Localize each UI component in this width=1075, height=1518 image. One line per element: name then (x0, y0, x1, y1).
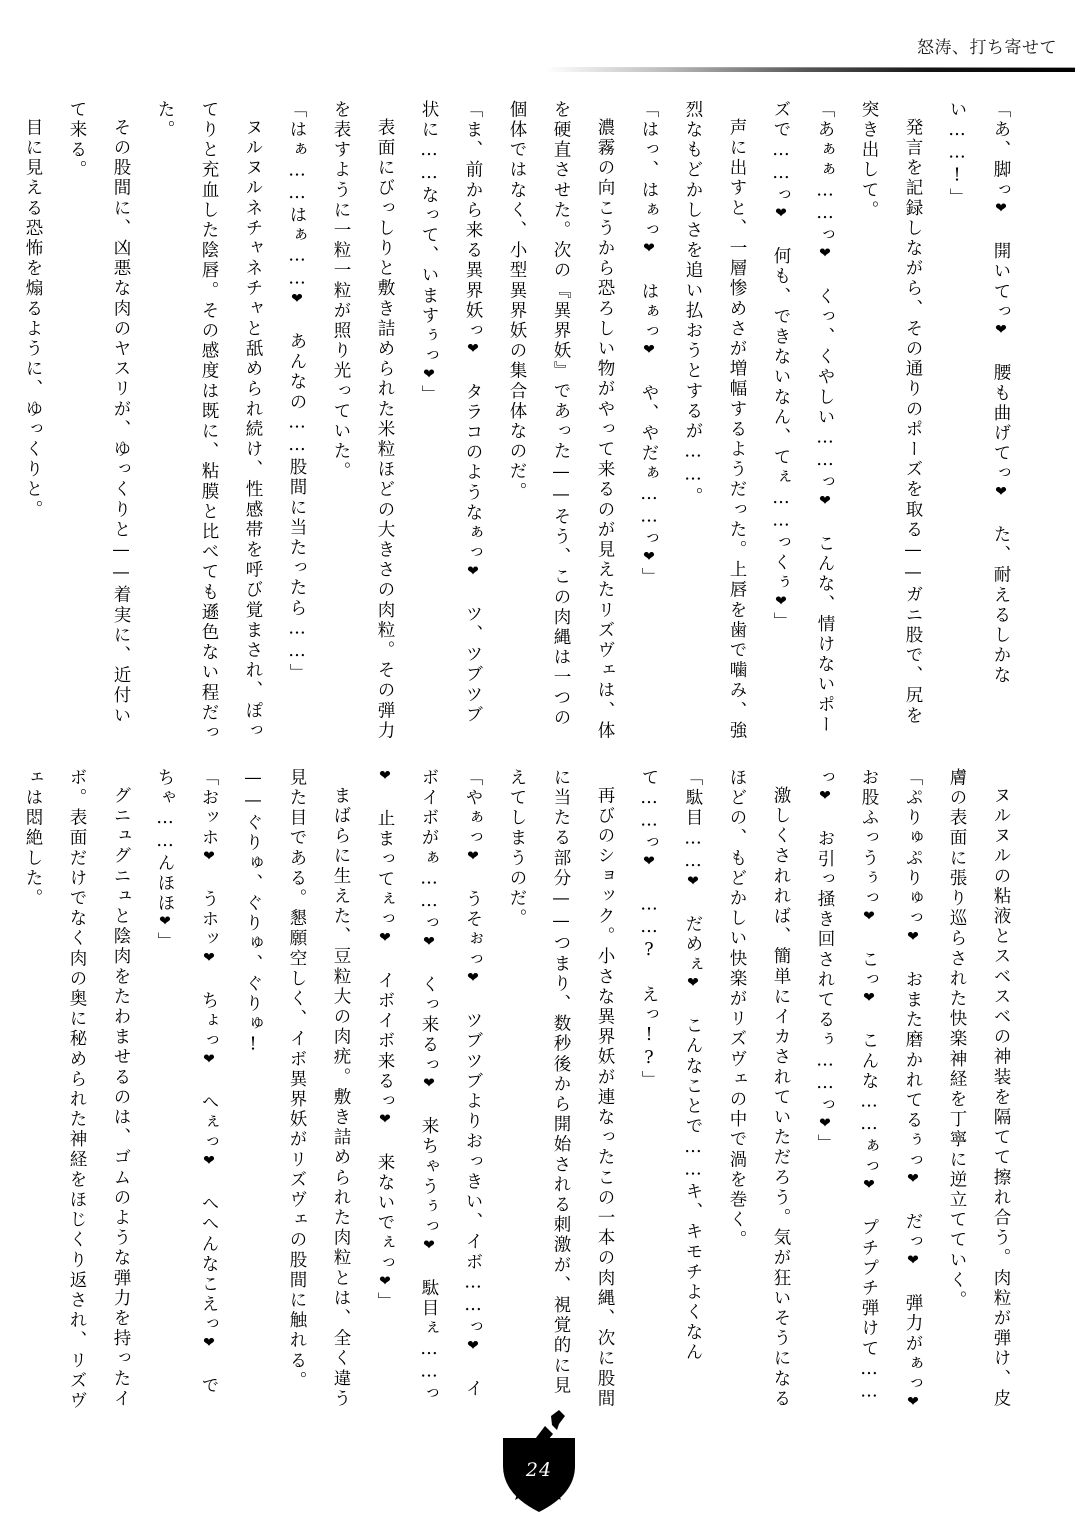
paragraph: ヌルヌルネチャネチャと舐められ続け、性感帯を呼び覚まされ、ぽってりと充血した陰唇。その感度は既に、粘膜と比べても遜色ない程だった。 (155, 100, 263, 744)
heart-icon: ❤ (685, 873, 701, 893)
running-head-title: 怒涛、打ち寄せて (917, 38, 1057, 58)
heart-icon: ❤ (861, 908, 877, 928)
heart-icon: ❤ (421, 1237, 437, 1256)
page-number-label: 24 (525, 1459, 553, 1481)
heart-icon: ❤ (817, 492, 833, 512)
heart-icon: ❤ (905, 928, 921, 948)
paragraph: ——ぐりゅ、ぐりゅ、ぐりゅ! (243, 768, 263, 1057)
paragraph: 「ぷりゅぷりゅっ❤ おまた磨かれてるぅっ❤ だっ❤ 弾力がぁっ❤ お股ふっうぅっ❤ こっ❤ こんな……ぁっ❤ プチプチ弾けて……っ❤ お引っ掻き回されてるぅ……っ❤」 (815, 768, 923, 1413)
paragraph: 「ま、前から来る異界妖っ❤ タラコのようなぁっ❤ ツ、ツブツブ状に……なって、いますぅっ❤」 (419, 100, 483, 726)
heart-icon: ❤ (641, 853, 657, 873)
heart-icon: ❤ (685, 975, 701, 994)
heart-icon: ❤ (817, 788, 833, 807)
heart-icon: ❤ (377, 1273, 393, 1293)
paragraph: その股間に、凶悪な肉のヤスリが、ゆっくりと——着実に、近付いて来る。 (67, 100, 131, 726)
heart-icon: ❤ (421, 1075, 437, 1095)
paragraph: まばらに生えた、豆粒大の肉疣。敷き詰められた肉粒とは、全く違う見た目である。懇願空しく、イボ異界妖がリズヴェの股間に触れる。 (287, 768, 351, 1409)
heart-icon: ❤ (377, 1111, 393, 1131)
heart-icon: ❤ (773, 205, 789, 225)
heart-icon: ❤ (377, 768, 393, 787)
heart-icon: ❤ (421, 366, 437, 385)
paragraph (0, 768, 11, 1413)
heart-icon: ❤ (465, 848, 481, 868)
heart-icon: ❤ (993, 200, 1009, 220)
heart-icon: ❤ (201, 1152, 217, 1172)
paragraph: グニュグニュと陰肉をたわませるのは、ゴムのような弾力を持ったイボ。表面だけでなく肉の奥に秘められた神経をほじくり返され、リズヴェは悶絶した。 (23, 768, 131, 1412)
heart-icon: ❤ (465, 1337, 481, 1357)
paragraph: 濃霧の向こうから恐ろしい物がやって来るのが見えたリズヴェは、体を硬直させた。次の『異界妖』であった——そう、この肉縄は一つの個体ではなく、小型異界妖の集合体なのだ。 (507, 100, 615, 741)
heart-icon: ❤ (993, 322, 1009, 341)
heart-icon: ❤ (421, 933, 437, 953)
paragraph: 「やぁっ❤ うそぉっ❤ ツブツブよりおっきい、イボ……っ❤ イボイボがぁ……っ❤ くっ来るっ❤ 来ちゃうぅっ❤ 駄目ぇ……っ❤ 止まってぇっ❤ イボイボ来るっ❤ 来ないでぇっ❤」 (375, 768, 483, 1405)
heart-icon: ❤ (861, 990, 877, 1009)
paragraph: 目に見える恐怖を煽るように、ゆっくりと。 (23, 117, 43, 520)
heart-icon: ❤ (201, 1334, 217, 1354)
heart-icon: ❤ (465, 563, 481, 582)
heart-icon: ❤ (641, 549, 657, 568)
paragraph: 「はっ、はぁっ❤ はぁっ❤ や、やだぁ……っ❤」 (639, 100, 659, 588)
heart-icon: ❤ (905, 1394, 921, 1413)
paragraph: 「駄目……❤ だめぇ❤ こんなことで……キ、キモチよくなんて……っ❤ ……? えっ!?」 (639, 768, 703, 1363)
paragraph: 「あ、脚っ❤ 開いてっ❤ 腰も曲げてっ❤ た、耐えるしかない……!」 (947, 100, 1011, 686)
paragraph: 声に出すと、一層惨めさが増幅するようだった。上唇を歯で噛み、強烈なもどかしさを追い払おうとするが……。 (683, 100, 747, 741)
page-number-crest (489, 1408, 589, 1518)
heart-icon: ❤ (157, 913, 173, 933)
heart-icon: ❤ (905, 1252, 921, 1272)
heart-icon: ❤ (641, 240, 657, 260)
body-text-bottom-block (23, 768, 1023, 1413)
heart-icon: ❤ (465, 341, 481, 360)
heart-icon: ❤ (201, 949, 217, 969)
paragraph: 表面にびっしりと敷き詰められた米粒ほどの大きさの肉粒。その弾力を表すように一粒一粒が照り光っていた。 (331, 100, 395, 741)
paragraph (0, 100, 11, 745)
paragraph: 「あぁぁ……っ❤ くっ、くやしい……っ❤ こんな、情けないポーズで……っ❤ 何も、できないなん、てぇ……っくぅ❤」 (771, 100, 835, 736)
page-header (0, 0, 1075, 80)
paragraph: 「おッホ❤ うホッ❤ ちょっ❤ へぇっ❤ へへんなこえっ❤ でちゃ……んほほ❤」 (155, 768, 219, 1397)
heart-icon: ❤ (641, 342, 657, 361)
paragraph: 激しくされれば、簡単にイカされていただろう。気が狂いそうになるほどの、もどかしい快楽がリズヴェの中で渦を巻く。 (727, 768, 791, 1409)
heart-icon: ❤ (905, 1171, 921, 1190)
heart-icon: ❤ (817, 1115, 833, 1135)
paragraph: ヌルヌルの粘液とスベスベの神装を隔てて擦れ合う。肉粒が弾け、皮膚の表面に張り巡らされた快楽神経を丁寧に逆立てていく。 (947, 768, 1011, 1409)
header-divider-highlight (545, 67, 1075, 68)
heart-icon: ❤ (201, 848, 217, 868)
heart-icon: ❤ (861, 1177, 877, 1196)
heart-icon: ❤ (289, 290, 305, 310)
heart-icon: ❤ (465, 970, 481, 989)
heart-icon: ❤ (201, 1051, 217, 1071)
paragraph: 「はぁ……はぁ……❤ あんなの……股間に当たったら……」 (287, 100, 307, 684)
paragraph: 再びのショック。小さな異界妖が連なったこの一本の肉縄、次に股間に当たる部分——つまり、数秒後から開始される刺激が、視覚的に見えてしまうのだ。 (507, 768, 615, 1409)
heart-icon: ❤ (377, 929, 393, 949)
body-text-top-block (23, 100, 1023, 745)
heart-icon: ❤ (817, 245, 833, 265)
heart-icon: ❤ (773, 593, 789, 613)
heart-icon: ❤ (993, 483, 1009, 503)
paragraph: 発言を記録しながら、その通りのポーズを取る——ガニ股で、尻を突き出して。 (859, 100, 923, 726)
